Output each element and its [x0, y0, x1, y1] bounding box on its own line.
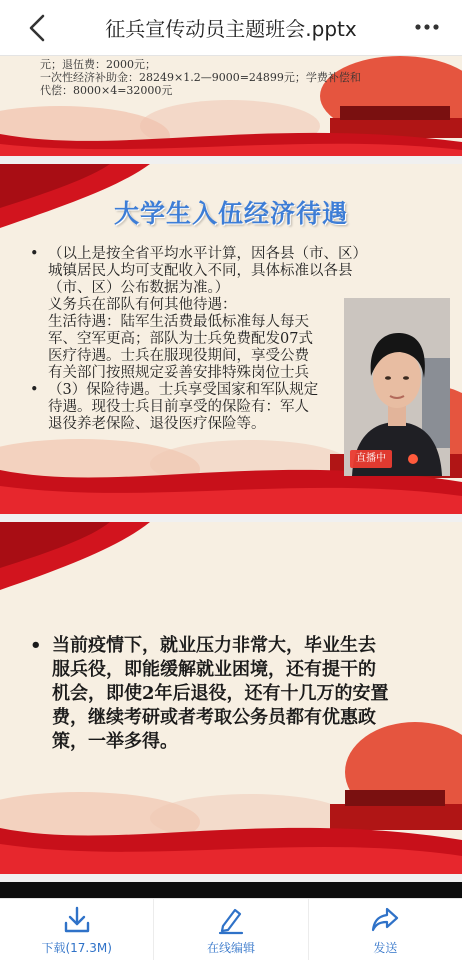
- text-line: 当前疫情下，就业压力非常大，毕业生去: [52, 635, 376, 656]
- download-label: 下载(17.3M): [41, 941, 112, 955]
- live-indicator-dot: [408, 454, 418, 464]
- text-line: 一次性经济补助金：28249×1.2—9000=24899元；学费补偿和: [40, 71, 361, 84]
- live-badge: 直播中: [350, 450, 392, 468]
- download-button[interactable]: [0, 899, 153, 960]
- share-arrow-icon: [370, 905, 400, 935]
- pencil-edit-icon: [216, 905, 246, 935]
- text-line: （市、区）公布数据为准。）: [48, 280, 230, 296]
- download-icon: [62, 905, 92, 935]
- text-line: 医疗待遇。士兵在服现役期间，享受公费: [48, 348, 309, 364]
- slide-3-body: [30, 634, 450, 754]
- text-line: 城镇居民人均可支配收入不同，具体标准以各县: [48, 263, 353, 279]
- more-dots-icon[interactable]: [412, 14, 442, 40]
- slide-3: [0, 522, 462, 874]
- live-video-overlay[interactable]: [344, 298, 450, 476]
- bottom-toolbar: [0, 898, 462, 960]
- text-line: 机会，即使2年后退役，还有十几万的安置: [52, 683, 389, 704]
- bullet: •: [30, 635, 42, 656]
- text-line: 军、空军更高；部队为士兵免费配发07式: [48, 331, 313, 347]
- text-line: 费，继续考研或者考取公务员都有优惠政: [52, 707, 376, 728]
- bullet: •: [30, 246, 39, 262]
- text-line: 代偿：8000×4=32000元: [40, 84, 173, 97]
- online-edit-button[interactable]: [153, 899, 307, 960]
- slide-1: [0, 56, 462, 156]
- text-line: （3）保险待遇。士兵享受国家和军队规定: [48, 382, 319, 398]
- slide-4: [0, 882, 462, 898]
- text-line: 生活待遇：陆军生活费最低标准每人每天: [48, 314, 309, 330]
- text-line: 待遇。现役士兵目前享受的保险有：军人: [48, 399, 309, 415]
- send-label: 发送: [373, 941, 398, 955]
- bullet: •: [30, 382, 39, 398]
- document-title: 征兵宣传动员主题班会.pptx: [105, 17, 357, 41]
- slide-1-text: [40, 58, 422, 97]
- back-chevron-icon[interactable]: [24, 13, 52, 43]
- online-edit-label: 在线编辑: [206, 941, 255, 955]
- slide-viewer[interactable]: [0, 56, 462, 898]
- text-line: 元；退伍费：2000元；: [40, 58, 156, 71]
- text-line: 服兵役，即能缓解就业困境，还有提干的: [52, 659, 376, 680]
- slide-2-title: 大学生入伍经济待遇: [113, 200, 348, 228]
- text-line: （以上是按全省平均水平计算，因各县（市、区）: [48, 246, 367, 262]
- text-line: 义务兵在部队有何其他待遇：: [48, 297, 237, 313]
- top-bar: [0, 0, 462, 56]
- text-line: 有关部门按照规定妥善安排特殊岗位士兵: [48, 365, 309, 381]
- text-line: 退役养老保险、退役医疗保险等。: [48, 416, 266, 432]
- text-line: 策，一举多得。: [52, 731, 178, 752]
- send-button[interactable]: [308, 899, 462, 960]
